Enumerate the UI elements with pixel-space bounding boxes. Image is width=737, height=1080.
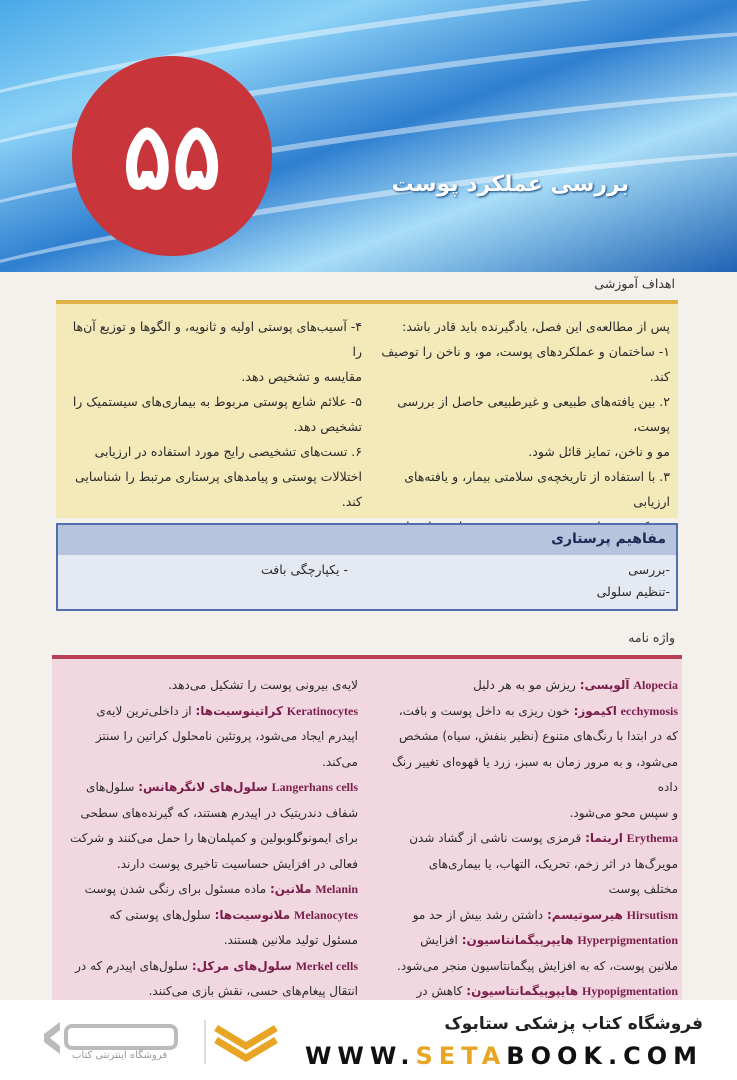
glossary-definition: قرمزی پوست ناشی از گشاد شدن <box>409 831 582 845</box>
glossary-line <box>376 750 678 801</box>
glossary-definition: فعالی در افزایش حساسیت تاخیری پوست دارند. <box>116 856 358 871</box>
glossary-definition: و سپس محو می‌شود. <box>569 805 678 820</box>
concepts-right <box>597 559 670 603</box>
glossary-line <box>376 877 678 903</box>
chapter-number-badge <box>72 56 272 256</box>
objective-line: ۴- آسیب‌های پوستی اولیه و ثانویه، و الگوها و توزیع آن‌ها را <box>72 319 362 359</box>
glossary-line <box>376 801 678 827</box>
glossary-definition: کاهش در <box>416 984 463 998</box>
objective-line: ۱- ساختمان و عملکردهای پوست، مو، و ناخن را توصیف <box>381 344 670 359</box>
glossary-term-fa: هایپرپیگمانتاسیون: <box>461 933 574 947</box>
glossary-term-en: Erythema <box>626 831 678 845</box>
glossary-term-fa: هایپوپیگمانتاسیون: <box>466 984 579 998</box>
glossary-line <box>56 673 358 699</box>
store-footer <box>0 1000 737 1080</box>
objective-line: ۳. با استفاده از تاریخچه‌ی سلامتی بیمار، و یافته‌های ارزیابی <box>404 469 670 509</box>
glossary-term-en: ecchymosis <box>620 703 678 718</box>
glossary-term-en: Hyperpigmentation <box>577 933 678 947</box>
glossary-line <box>56 852 358 878</box>
glossary-line <box>56 903 358 929</box>
glossary-line <box>56 750 358 776</box>
objective-line: ۶. تست‌های تشخیصی رایج مورد استفاده در ارزیابی <box>94 444 362 459</box>
glossary-term-en: Hypopigmentation <box>581 984 678 998</box>
glossary-line <box>56 801 358 827</box>
glossary-definition: لایه‌ی بیرونی پوست را تشکیل می‌دهد. <box>168 678 358 692</box>
glossary-line <box>376 699 678 725</box>
url-suffix: BOOK.COM <box>506 1042 703 1070</box>
glossary-definition: می‌شود، و به مرور زمان به سبز، زرد یا قهوه‌ای تغییر رنگ داده <box>392 754 678 794</box>
objective-line: تشخیص دهد. <box>293 419 362 434</box>
chapter-number: ۵۵ <box>122 102 222 210</box>
glossary-heading: واژه نامه <box>628 630 675 645</box>
glossary-term-en: Keratinocytes <box>286 703 358 718</box>
glossary-definition: شفاف دندریتیک در اپیدرم هستند، که گیرنده‌های سطحی <box>80 805 358 820</box>
glossary-term-fa: کراتینوسیت‌ها: <box>195 703 283 718</box>
glossary-definition: می‌کند. <box>322 754 358 769</box>
glossary-definition: اپیدرم ایجاد می‌شود، پروتئین نامحلول کراتین را سنتز <box>95 729 358 743</box>
objective-line: ۲. بین یافته‌های طبیعی و غیرطبیعی حاصل از بررسی پوست، <box>397 394 670 434</box>
objectives-left-column <box>62 314 362 514</box>
glossary-definition: افزایش <box>420 933 458 947</box>
objectives-box <box>56 300 678 518</box>
glossary-line <box>376 826 678 852</box>
glossary-definition: مویرگ‌ها در اثر زخم، تحریک، التهاب، یا بیماری‌های <box>428 856 678 871</box>
glossary-definition: سلول‌های پوستی که <box>109 907 211 922</box>
glossary-line <box>376 852 678 878</box>
glossary-definition: خون ریزی به داخل پوست و بافت، <box>398 703 570 718</box>
glossary-term-en: Hirsutism <box>626 907 678 922</box>
glossary-definition: که در ابتدا با رنگ‌های متنوع (نظیر بنفش، سیاه) مشخص <box>398 729 678 743</box>
glossary-definition: ملانین پوست، که به افزایش پیگمانتاسیون منجر می‌شود. <box>397 958 678 973</box>
glossary-term-en: Melanin <box>315 882 358 896</box>
glossary-left-column <box>56 673 358 1000</box>
glossary-term-fa: سلول‌های لانگرهانس: <box>138 780 268 794</box>
glossary-term-fa: اکیموز: <box>573 703 617 718</box>
glossary-line <box>376 928 678 954</box>
glossary-term-en: Merkel cells <box>295 958 358 973</box>
objectives-heading: اهداف آموزشی <box>594 276 675 291</box>
objective-line: کند. <box>649 369 670 384</box>
glossary-definition: از داخلی‌ترین لایه‌ی <box>96 703 192 718</box>
glossary-line <box>56 928 358 954</box>
glossary-term-fa: ملانوسیت‌ها: <box>214 907 291 922</box>
glossary-line <box>376 979 678 1000</box>
glossary-definition: داشتن رشد بیش از حد مو <box>412 907 544 922</box>
glossary-right-column <box>376 673 678 1000</box>
glossary-line <box>56 826 358 852</box>
glossary-term-fa: آلوپسی: <box>579 678 630 692</box>
glossary-line <box>56 699 358 725</box>
nursing-concepts-box <box>56 523 678 611</box>
objective-line: پس از مطالعه‌ی این فصل، یادگیرنده باید قادر باشد: <box>402 319 670 334</box>
glossary-definition: سلول‌های اپیدرم که در <box>75 958 188 973</box>
chapter-banner <box>0 0 737 272</box>
concepts-left <box>261 559 348 581</box>
concepts-heading: مفاهیم پرستاری <box>58 525 676 555</box>
glossary-line <box>56 954 358 980</box>
objective-line: اختلالات پوستی و پیامدهای پرستاری مرتبط را شناسایی <box>75 469 362 484</box>
glossary-definition: انتقال پیغام‌های حسی، نقش بازی می‌کنند. <box>148 984 358 998</box>
concept-item: -تنظیم سلولی <box>596 584 670 599</box>
glossary-definition: مختلف پوست <box>608 882 678 896</box>
glossary-line <box>56 775 358 801</box>
glossary-term-en: Melanocytes <box>294 907 358 922</box>
glossary-term-fa: اریتما: <box>585 831 623 845</box>
logo-subtitle: فروشگاه اینترنتی کتاب <box>72 1050 168 1061</box>
chapter-title: بررسی عملکرد پوست <box>391 172 629 197</box>
store-logo <box>36 1014 296 1070</box>
glossary-box <box>52 655 682 1000</box>
glossary-definition: مسئول تولید ملانین هستند. <box>223 933 358 947</box>
glossary-line <box>376 673 678 699</box>
glossary-term-en: Langerhans cells <box>271 780 358 794</box>
glossary-definition: ماده مسئول برای رنگی شدن پوست <box>84 882 267 896</box>
url-prefix: WWW. <box>304 1042 416 1070</box>
store-url[interactable] <box>305 1042 703 1070</box>
concept-item: -بررسی <box>628 562 670 577</box>
glossary-line <box>56 877 358 903</box>
objective-line: مقایسه و تشخیص دهد. <box>241 369 362 384</box>
logo-mark-icon <box>36 1014 296 1070</box>
glossary-line <box>376 903 678 929</box>
url-highlight: SETA <box>415 1042 507 1070</box>
glossary-line <box>376 724 678 750</box>
glossary-term-fa: هیرسوتیسم: <box>546 907 623 922</box>
glossary-term-fa: سلول‌های مرکل: <box>191 958 292 973</box>
glossary-line <box>56 724 358 750</box>
objective-line: مو و ناخن، تمایز قائل شود. <box>528 444 670 459</box>
glossary-definition: سلول‌های <box>86 780 135 794</box>
glossary-term-en: Alopecia <box>633 678 678 692</box>
glossary-line <box>376 954 678 980</box>
glossary-definition: ریزش مو به هر دلیل <box>473 678 576 692</box>
glossary-term-fa: ملانین: <box>269 882 312 896</box>
concept-item: - یکپارچگی بافت <box>260 562 348 577</box>
glossary-definition: برای ایمونوگلوبولین و کمپلمان‌ها را حمل می‌کنند و شرکت <box>69 831 358 845</box>
objective-line: ۵- علائم شایع پوستی مربوط به بیماری‌های سیستمیک را <box>72 394 362 409</box>
concepts-body <box>58 555 676 609</box>
glossary-line <box>56 979 358 1000</box>
store-name: فروشگاه کتاب پزشکی ستابوک <box>444 1014 703 1034</box>
objective-line: کند. <box>341 494 362 509</box>
